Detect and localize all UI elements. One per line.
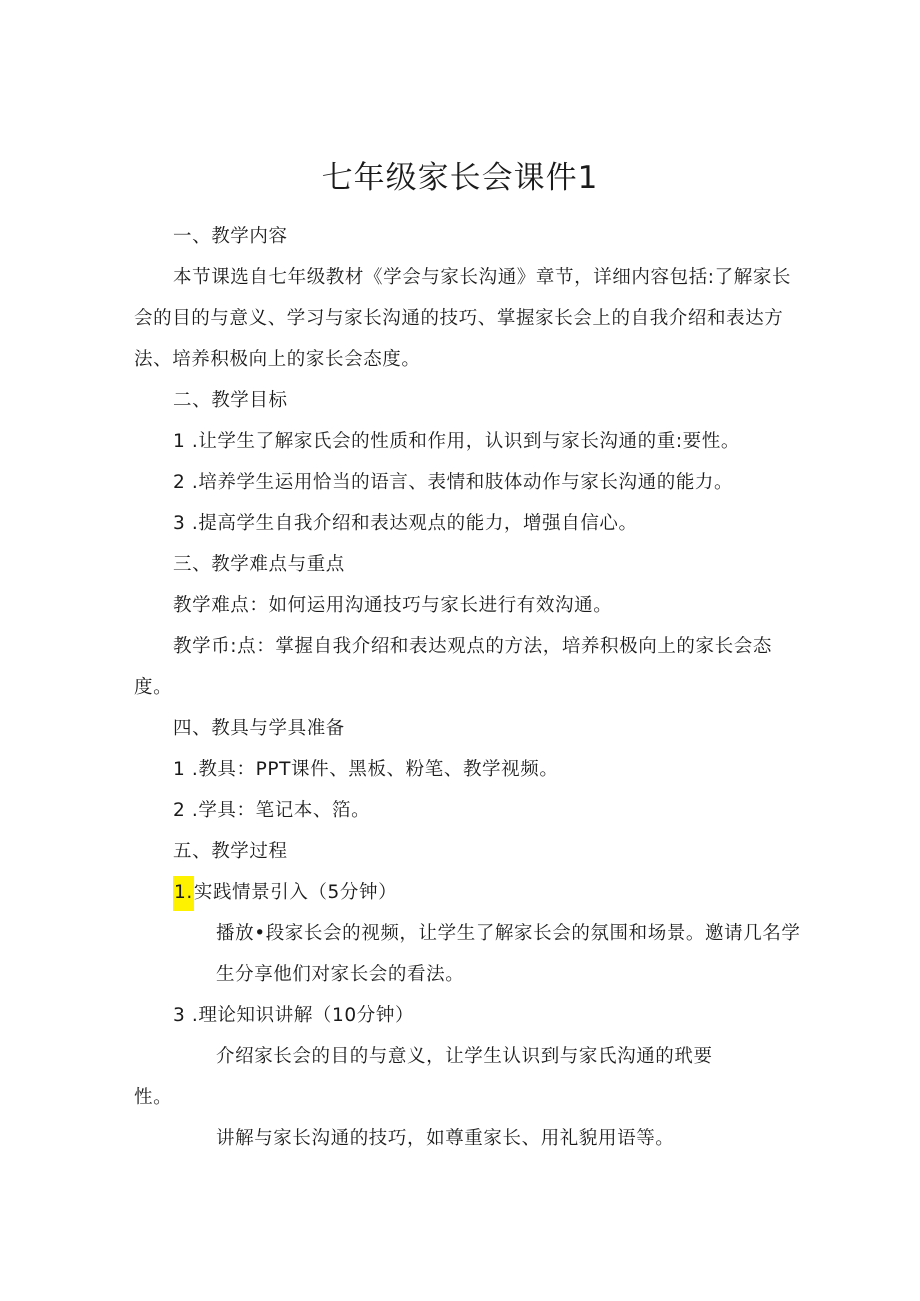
objective-item-1: 1 .让学生了解家氏会的性质和作用，认识到与家长沟通的重:要性。: [173, 431, 740, 452]
process-step-1-body-line-1: 播放•段家长会的视频，让学生了解家长会的氛围和场景。邀请几名学: [216, 923, 801, 944]
section-heading-materials: 四、教具与学具准备: [173, 718, 345, 739]
difficulty-text: 教学难点：如何运用沟通技巧与家长进行有效沟通。: [173, 595, 613, 616]
objective-item-2: 2 .培养学生运用恰当的语言、表情和肢体动作与家长沟通的能力。: [173, 472, 734, 493]
process-step-1-label: 实践情景引入（5分钟）: [193, 882, 398, 903]
materials-item-1: 1 .教具：PPT课件、黑板、粉笔、教学视频。: [173, 759, 559, 780]
content-paragraph-line-3: 法、培养积极向上的家长会态度。: [134, 349, 421, 370]
section-heading-content: 一、教学内容: [173, 226, 288, 247]
section-heading-objectives: 二、教学目标: [173, 390, 288, 411]
process-step-3-body-line-1: 介绍家长会的目的与意义，让学生认识到与家氏沟通的玳要: [216, 1046, 713, 1067]
content-paragraph-line-1: 本节课选自七年级教材《学会与家长沟通》章节，详细内容包括:了解家长: [173, 267, 792, 288]
focus-text-line-1: 教学币:点：掌握自我介绍和表达观点的方法，培养积极向上的家长会态: [173, 636, 772, 657]
process-step-3-title: 3 .理论知识讲解（10分钟）: [173, 1005, 415, 1026]
document-title: 七年级家长会课件1: [321, 160, 599, 196]
materials-item-2: 2 .学具：笔记本、箔。: [173, 800, 371, 821]
objective-item-3: 3 .提高学生自我介绍和表达观点的能力，增强自信心。: [173, 513, 638, 534]
process-step-3-body-2: 讲解与家长沟通的技巧，如尊重家长、用礼貌用语等。: [216, 1128, 675, 1149]
section-heading-process: 五、教学过程: [173, 841, 288, 862]
highlighted-step-number: 1.: [173, 876, 194, 911]
section-heading-difficulties: 三、教学难点与重点: [173, 554, 345, 575]
focus-text-line-2: 度。: [134, 677, 173, 698]
process-step-3-body-line-2: 性。: [134, 1087, 173, 1108]
process-step-1-body-line-2: 生分享他们对家长会的看法。: [216, 964, 465, 985]
content-paragraph-line-2: 会的目的与意义、学习与家长沟通的技巧、掌握家长会上的自我介绍和表达方: [134, 308, 784, 329]
process-step-1-title: [173, 880, 397, 906]
